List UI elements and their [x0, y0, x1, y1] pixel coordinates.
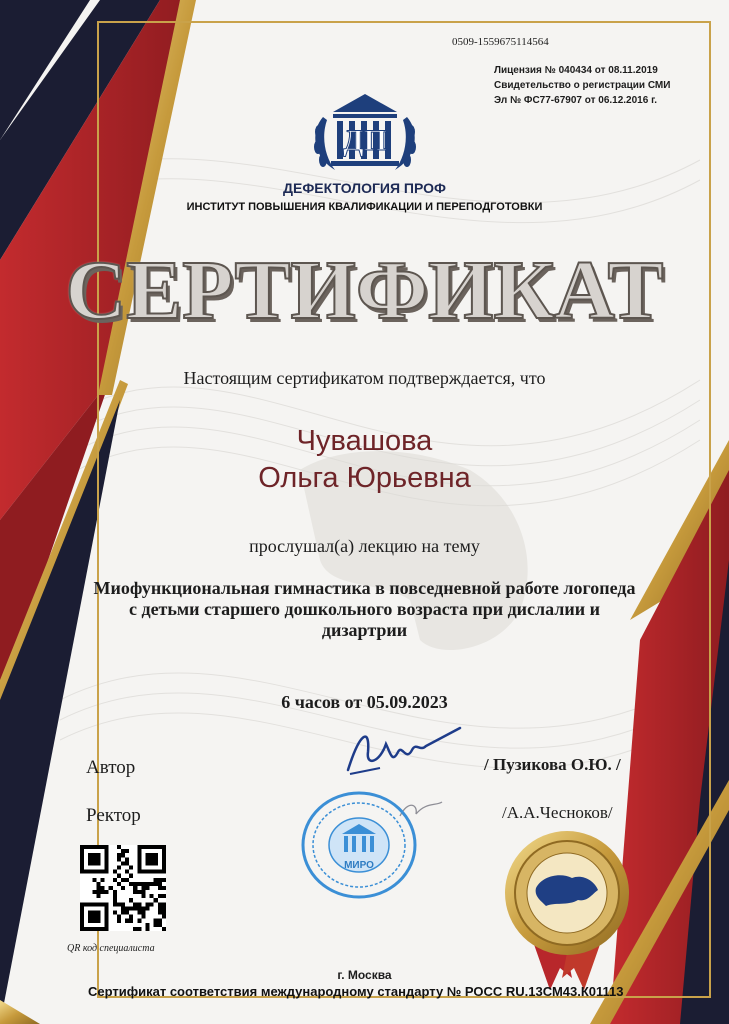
author-name: / Пузикова О.Ю. / [484, 755, 621, 774]
action-text: прослушал(а) лекцию на тему [249, 536, 480, 556]
qr-code[interactable] [80, 845, 166, 931]
topic-line-3: дизартрии [321, 620, 408, 640]
topic-line-1: Миофункциональная гимнастика в повседневной работе логопеда [93, 578, 636, 598]
footer-city: г. Москва [337, 968, 392, 982]
registration-line-1: Свидетельство о регистрации СМИ [494, 80, 671, 91]
author-signature [340, 722, 470, 782]
quality-medal [502, 828, 632, 990]
rector-label: Ректор [86, 805, 141, 826]
institute-seal [300, 790, 418, 900]
document-number: 0509-1559675114564 [452, 36, 549, 48]
recipient-surname: Чувашова [296, 425, 433, 457]
author-label: Автор [86, 757, 136, 778]
license-line: Лицензия № 040434 от 08.11.2019 [494, 65, 658, 76]
hours-date: 6 часов от 05.09.2023 [281, 692, 448, 712]
institute-logo [305, 92, 425, 177]
intro-text: Настоящим сертификатом подтверждается, что [183, 368, 546, 388]
seal-center-text: МИРО [344, 860, 374, 871]
certificate-title: СЕРТИФИКАТ [65, 244, 664, 337]
org-subtitle: ИНСТИТУТ ПОВЫШЕНИЯ КВАЛИФИКАЦИИ И ПЕРЕПОДГОТОВКИ [186, 201, 543, 213]
footer-standard: Сертификат соответствия международному стандарту № РОСС RU.13СМ43.К01113 [88, 984, 624, 999]
registration-line-2: Эл № ФС77-67907 от 06.12.2016 г. [494, 95, 658, 106]
org-name: ДЕФЕКТОЛОГИЯ ПРОФ [283, 180, 446, 196]
rector-name: /А.А.Чесноков/ [502, 803, 613, 822]
topic-line-2: с детьми старшего дошкольного возраста при дислалии и [128, 599, 601, 619]
recipient-name: Ольга Юрьевна [258, 462, 471, 494]
logo-letters: ДП [343, 124, 387, 157]
qr-caption: QR код специалиста [67, 943, 155, 954]
